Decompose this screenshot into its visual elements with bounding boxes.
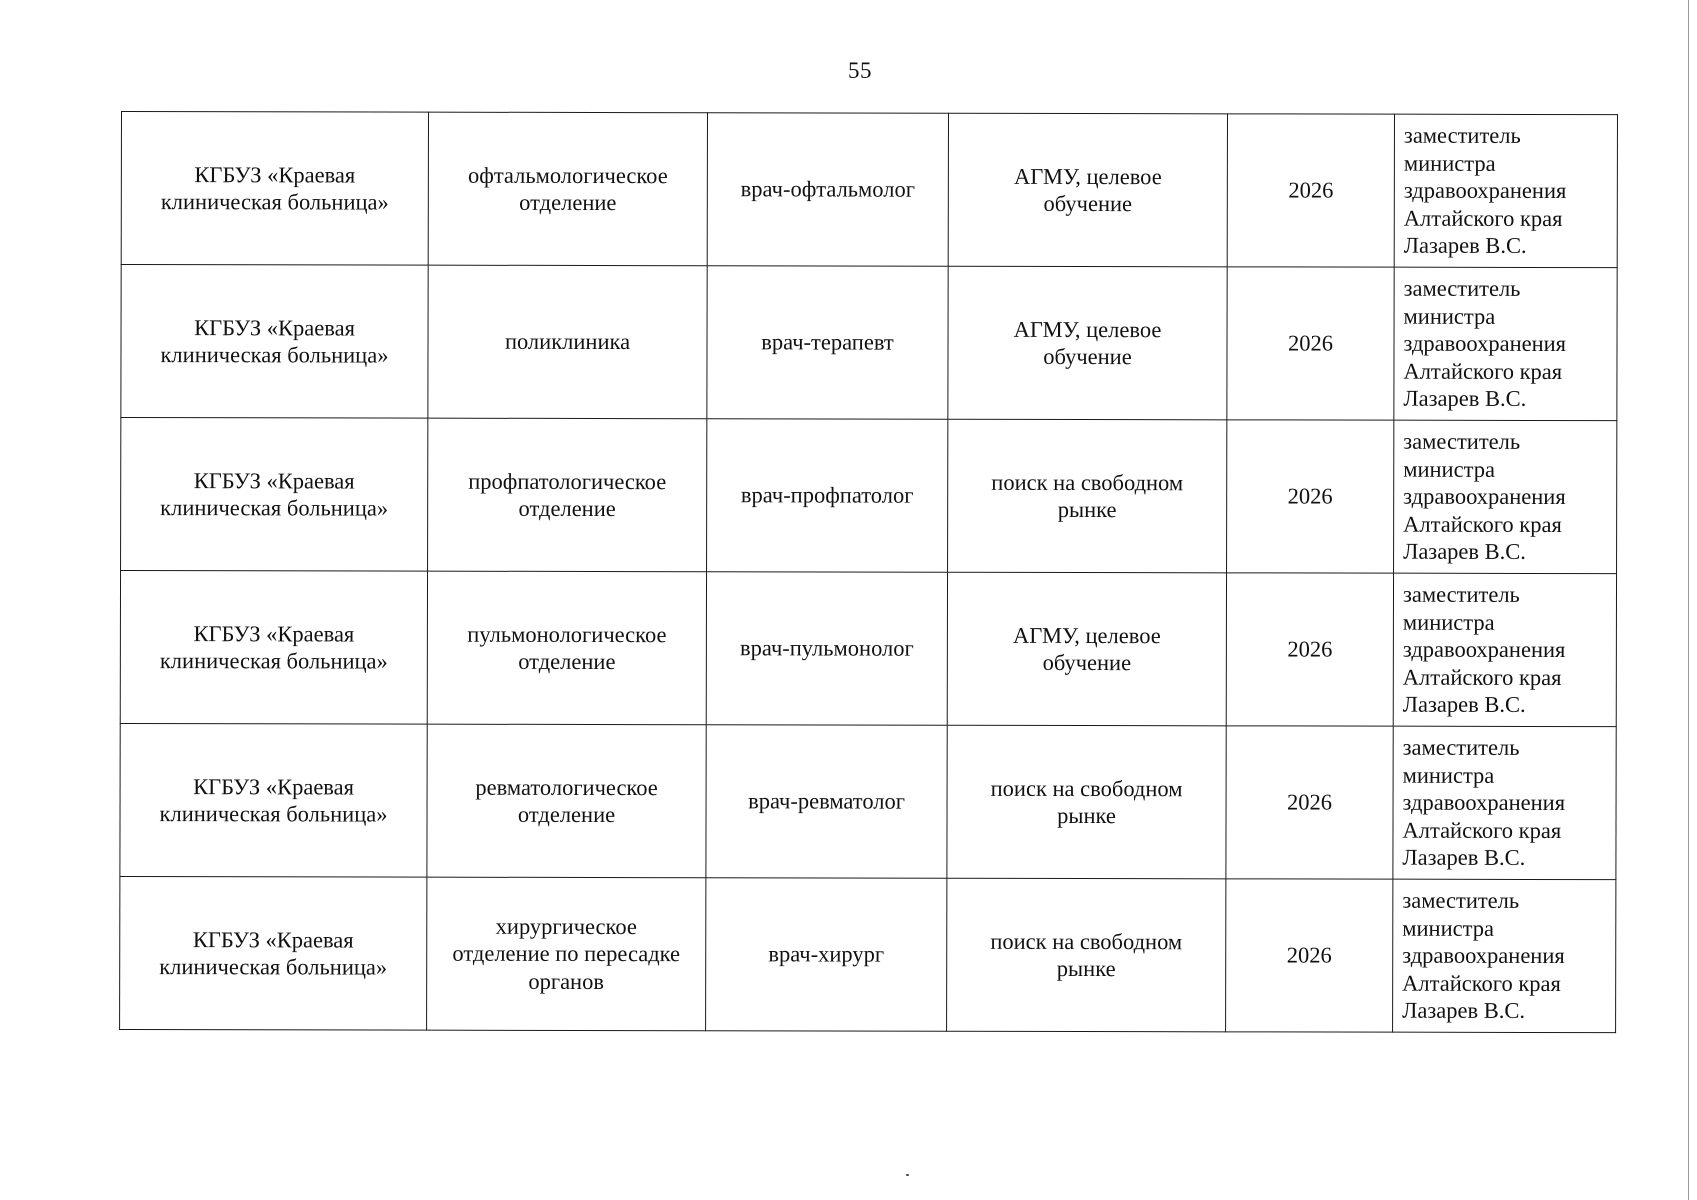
cell-organization: КГБУЗ «Краевая клиническая больница» [121, 112, 428, 266]
cell-source: поиск на свободном рынке [948, 419, 1227, 573]
table-row [121, 112, 1617, 268]
cell-responsible: заместитель министра здравоохранения Алтайского края Лазарев В.С. [1394, 420, 1617, 573]
cell-year: 2026 [1226, 726, 1393, 879]
cell-department: поликлиника [428, 265, 707, 419]
cell-position: врач-офтальмолог [707, 113, 948, 267]
cell-source: АГМУ, целевое обучение [947, 572, 1226, 726]
cell-organization: КГБУЗ «Краевая клиническая больница» [121, 265, 428, 419]
cell-department: ревматологическое отделение [427, 724, 706, 878]
cell-year: 2026 [1227, 267, 1394, 420]
cell-source: АГМУ, целевое обучение [948, 266, 1227, 420]
table-row [121, 418, 1617, 574]
cell-source: поиск на свободном рынке [947, 725, 1226, 879]
cell-source: поиск на свободном рынке [947, 878, 1226, 1032]
cell-position: врач-ревматолог [706, 725, 947, 879]
scan-speck [906, 1174, 909, 1176]
cell-source: АГМУ, целевое обучение [948, 113, 1227, 267]
cell-organization: КГБУЗ «Краевая клиническая больница» [121, 418, 428, 572]
cell-position: врач-терапевт [707, 266, 948, 420]
page-number: 55 [848, 58, 872, 83]
cell-organization: КГБУЗ «Краевая клиническая больница» [120, 876, 427, 1030]
table-row [121, 265, 1617, 421]
cell-year: 2026 [1227, 420, 1394, 573]
cell-position: врач-пульмонолог [706, 572, 947, 726]
scan-edge-line [1688, 0, 1689, 1200]
cell-responsible: заместитель министра здравоохранения Алтайского края Лазарев В.С. [1393, 879, 1616, 1032]
table-row [120, 571, 1616, 727]
cell-organization: КГБУЗ «Краевая клиническая больница» [120, 571, 427, 725]
cell-department: пульмонологическое отделение [427, 571, 706, 725]
cell-organization: КГБУЗ «Краевая клиническая больница» [120, 723, 427, 877]
cell-year: 2026 [1227, 114, 1394, 267]
cell-department: хирургическое отделение по пересадке органов [427, 877, 706, 1031]
cell-position: врач-хирург [706, 878, 947, 1032]
table-row [120, 723, 1616, 879]
cell-year: 2026 [1226, 879, 1393, 1032]
cell-responsible: заместитель министра здравоохранения Алтайского края Лазарев В.С. [1394, 114, 1617, 267]
cell-position: врач-профпатолог [707, 419, 948, 573]
cell-department: офтальмологическое отделение [428, 112, 707, 266]
cell-responsible: заместитель министра здравоохранения Алтайского края Лазарев В.С. [1393, 726, 1616, 879]
cell-year: 2026 [1226, 573, 1393, 726]
cell-responsible: заместитель министра здравоохранения Алтайского края Лазарев В.С. [1394, 267, 1617, 420]
staffing-table [119, 111, 1618, 1033]
cell-responsible: заместитель министра здравоохранения Алтайского края Лазарев В.С. [1393, 573, 1616, 726]
table-row [120, 876, 1616, 1032]
cell-department: профпатологическое отделение [428, 418, 707, 572]
